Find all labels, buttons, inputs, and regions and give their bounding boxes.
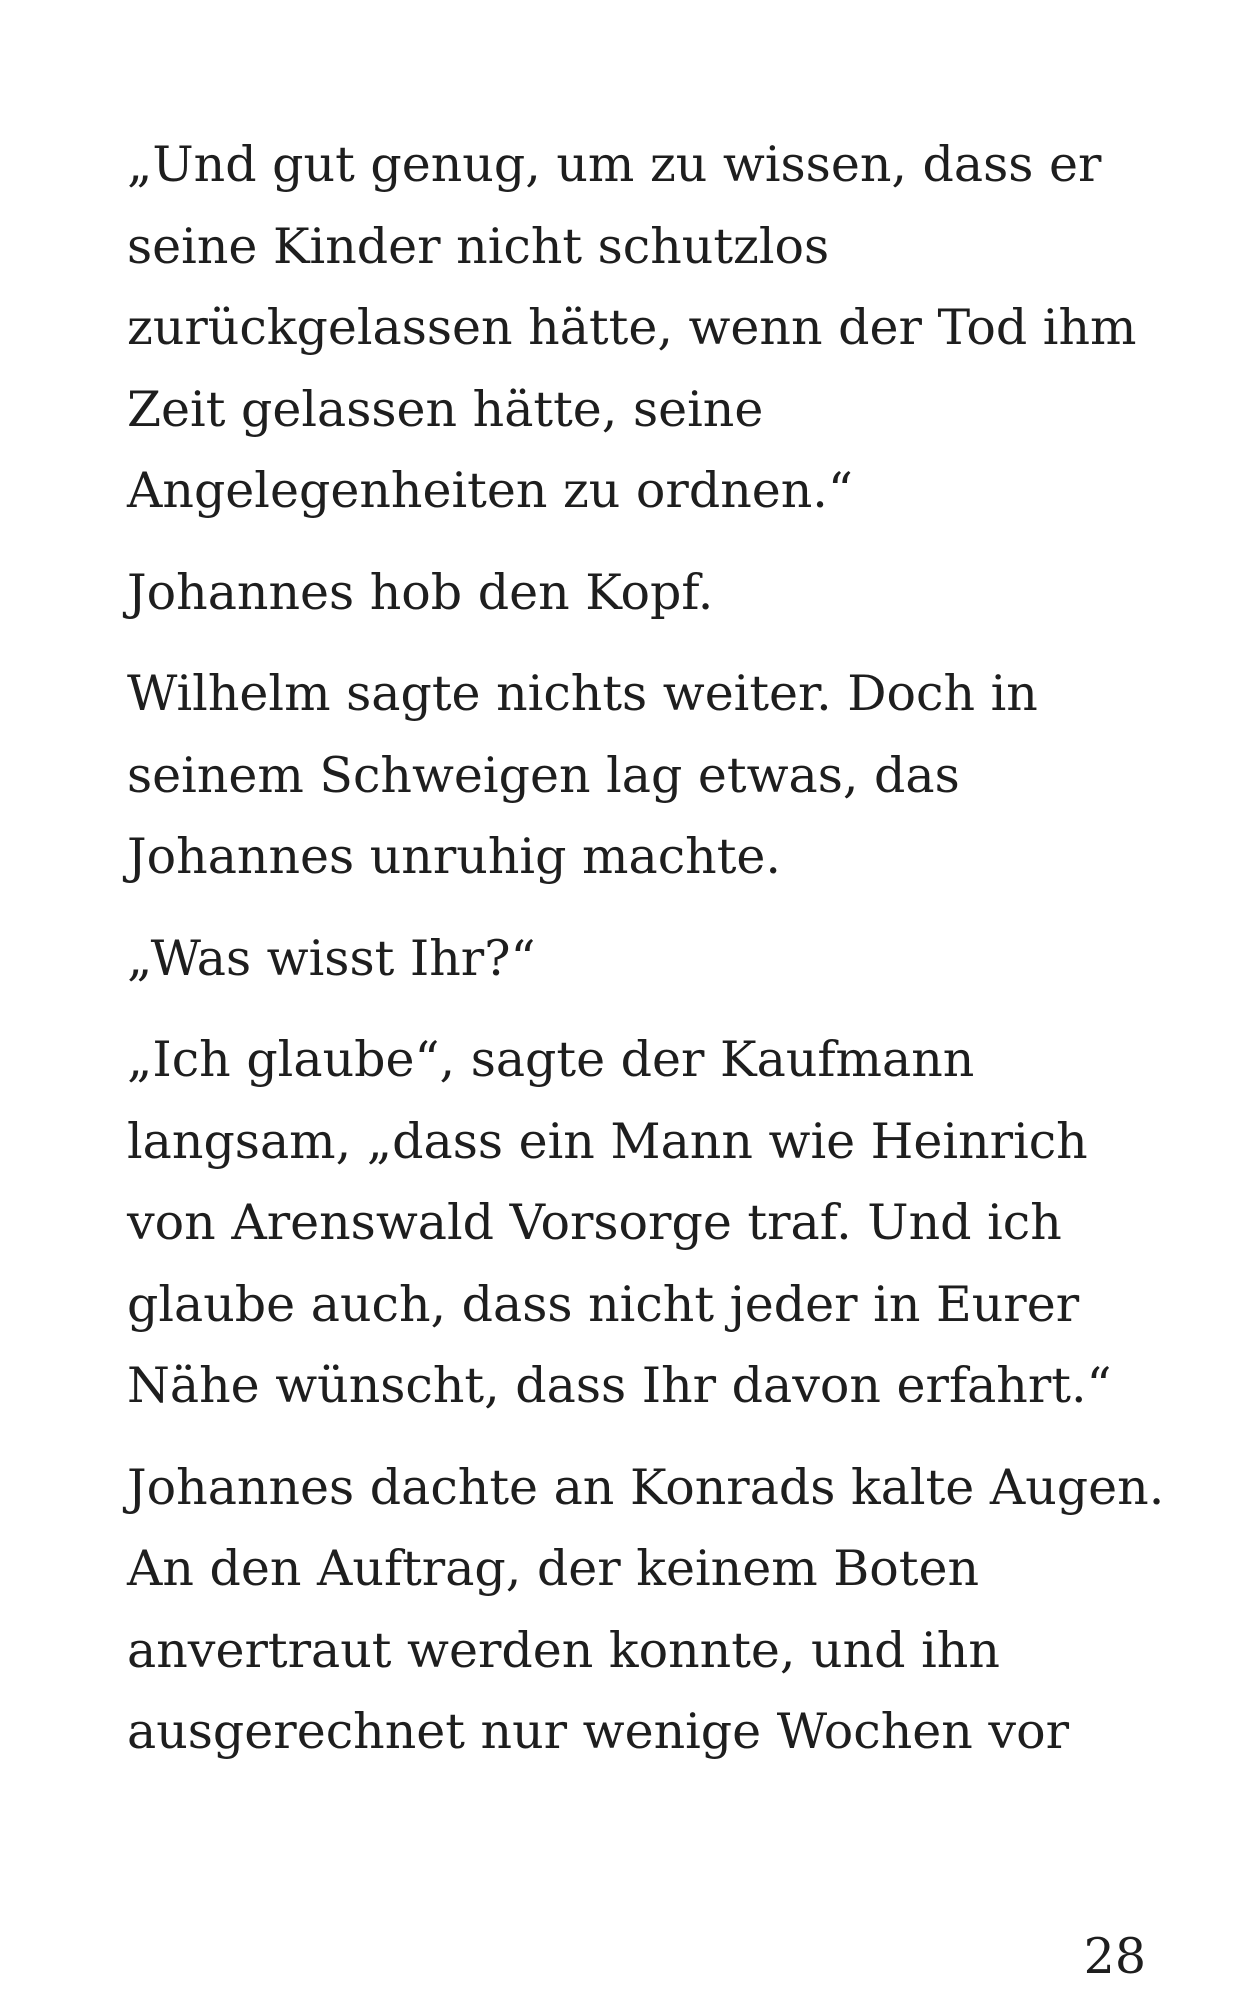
- text-line: langsam, „dass ein Mann wie Heinrich: [127, 1112, 1088, 1170]
- text-line: „Was wisst Ihr?“: [127, 929, 536, 987]
- text-line: Johannes hob den Kopf.: [127, 563, 714, 621]
- text-line: seinem Schweigen lag etwas, das: [127, 746, 960, 804]
- paragraph-6: [127, 1447, 1165, 1773]
- text-line: Wilhelm sagte nichts weiter. Doch in: [127, 665, 1038, 722]
- text-line: Angelegenheiten zu ordnen.“: [127, 462, 853, 519]
- paragraph-4: [127, 918, 1137, 1000]
- text-line: An den Auftrag, der keinem Boten: [127, 1540, 980, 1597]
- paragraph-2: [127, 552, 1137, 634]
- paragraph-5: [127, 1019, 1137, 1427]
- text-line: Johannes dachte an Konrads kalte Augen.: [127, 1458, 1165, 1516]
- text-line: ausgerechnet nur wenige Wochen vor: [127, 1703, 1070, 1760]
- text-line: seine Kinder nicht schutzlos: [127, 217, 830, 275]
- text-line: von Arenswald Vorsorge traf. Und ich: [127, 1194, 1062, 1251]
- text-line: zurückgelassen hätte, wenn der Tod ihm: [127, 299, 1137, 356]
- text-line: Johannes unruhig machte.: [127, 828, 781, 885]
- paragraph-3: [127, 653, 1137, 898]
- text-line: „Ich glaube“, sagte der Kaufmann: [127, 1031, 975, 1088]
- text-line: Zeit gelassen hätte, seine: [127, 380, 764, 438]
- text-line: Nähe wünscht, dass Ihr davon erfahrt.“: [127, 1357, 1112, 1414]
- page-number: 28: [1083, 1928, 1146, 1985]
- text-line: glaube auch, dass nicht jeder in Eurer: [127, 1275, 1080, 1333]
- text-line: „Und gut genug, um zu wissen, dass er: [127, 136, 1102, 193]
- text-line: anvertraut werden konnte, und ihn: [127, 1621, 1000, 1679]
- body-text: [127, 124, 1165, 1793]
- paragraph-1: [127, 124, 1137, 532]
